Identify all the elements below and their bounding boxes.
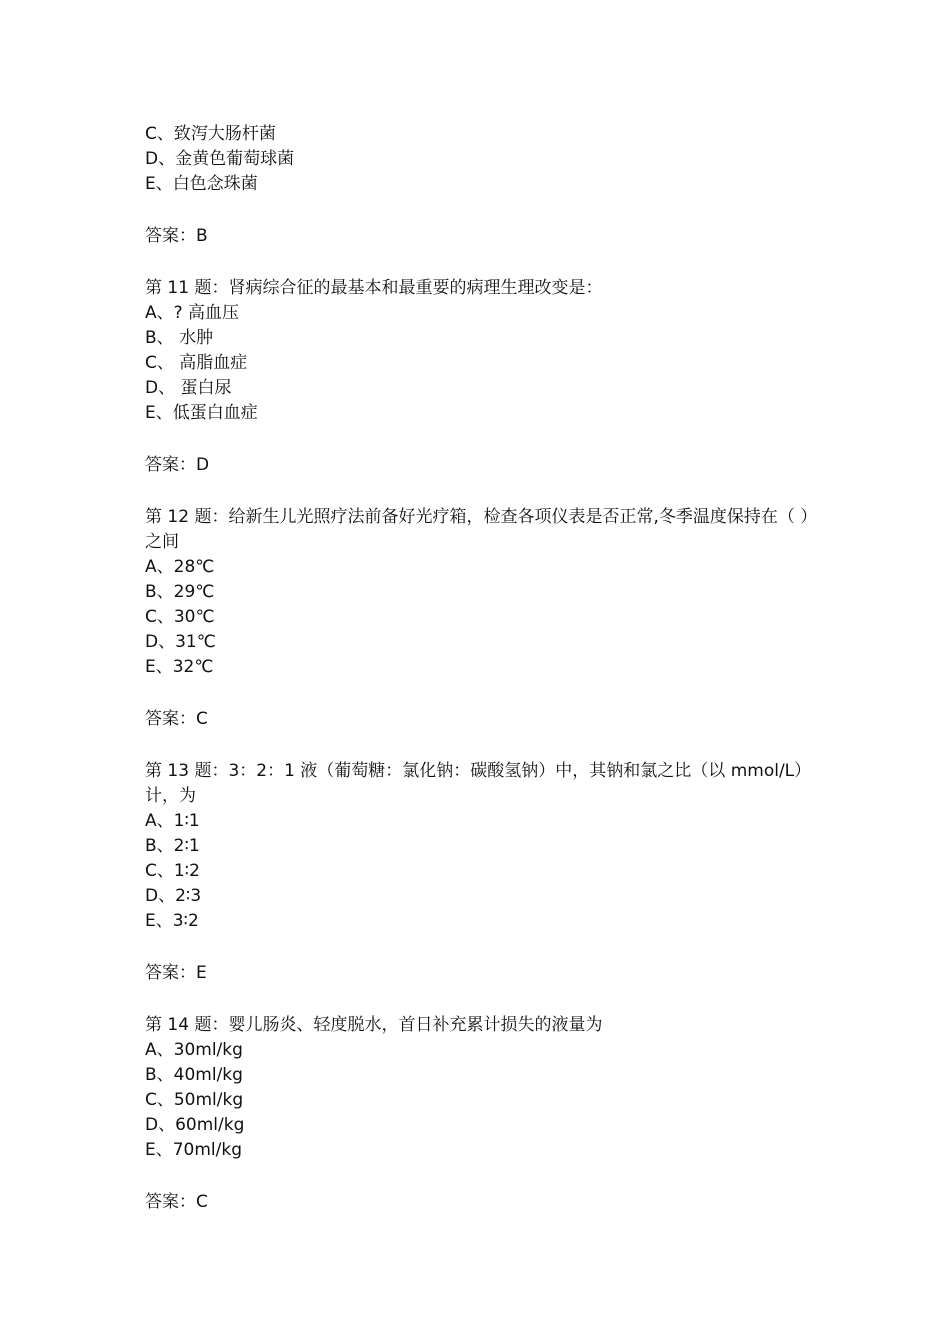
- option-b: B、 水肿: [145, 328, 214, 348]
- option-c: C、致泻大肠杆菌: [145, 124, 276, 144]
- question-14: [145, 1013, 825, 1163]
- option-d: D、2∶3: [145, 886, 202, 906]
- question-text: 第 14 题：婴儿肠炎、轻度脱水，首日补充累计损失的液量为: [145, 1015, 603, 1035]
- option-c: C、1∶2: [145, 861, 200, 881]
- question-11: [145, 276, 825, 426]
- option-e: E、32℃: [145, 657, 214, 677]
- question-12: [145, 505, 825, 680]
- answer-text: 答案：E: [145, 963, 207, 983]
- option-a: A、30ml/kg: [145, 1040, 243, 1060]
- option-e: E、白色念珠菌: [145, 174, 258, 194]
- option-a: A、? 高血压: [145, 303, 240, 323]
- option-a: A、28℃: [145, 557, 215, 577]
- option-e: E、70ml/kg: [145, 1140, 243, 1160]
- option-c: C、30℃: [145, 607, 215, 627]
- question-text: 第 13 题：3：2：1 液（葡萄糖：氯化钠：碳酸氢钠）中，其钠和氯之比（以 mmol/L）计，为: [145, 761, 812, 806]
- answer-text: 答案：B: [145, 226, 208, 246]
- option-c: C、50ml/kg: [145, 1090, 244, 1110]
- answer-block: [145, 224, 825, 249]
- option-d: D、 蛋白尿: [145, 378, 232, 398]
- option-b: B、29℃: [145, 582, 215, 602]
- answer-block: [145, 707, 825, 732]
- carryover-question: [145, 122, 825, 197]
- question-text: 第 11 题：肾病综合征的最基本和最重要的病理生理改变是：: [145, 278, 603, 298]
- option-a: A、1∶1: [145, 811, 200, 831]
- option-d: D、金黄色葡萄球菌: [145, 149, 295, 169]
- option-d: D、60ml/kg: [145, 1115, 245, 1135]
- option-c: C、 高脂血症: [145, 353, 248, 373]
- option-e: E、3∶2: [145, 911, 199, 931]
- answer-text: 答案：C: [145, 709, 208, 729]
- option-b: B、2∶1: [145, 836, 200, 856]
- answer-text: 答案：C: [145, 1192, 208, 1212]
- document-content: [145, 122, 825, 1242]
- option-d: D、31℃: [145, 632, 216, 652]
- question-text: 第 12 题：给新生儿光照疗法前备好光疗箱，检查各项仪表是否正常,冬季温度保持在（ ）之间: [145, 507, 818, 552]
- answer-text: 答案：D: [145, 455, 210, 475]
- answer-block: [145, 1190, 825, 1215]
- answer-block: [145, 961, 825, 986]
- answer-block: [145, 453, 825, 478]
- option-b: B、40ml/kg: [145, 1065, 243, 1085]
- option-e: E、低蛋白血症: [145, 403, 258, 423]
- question-13: [145, 759, 825, 934]
